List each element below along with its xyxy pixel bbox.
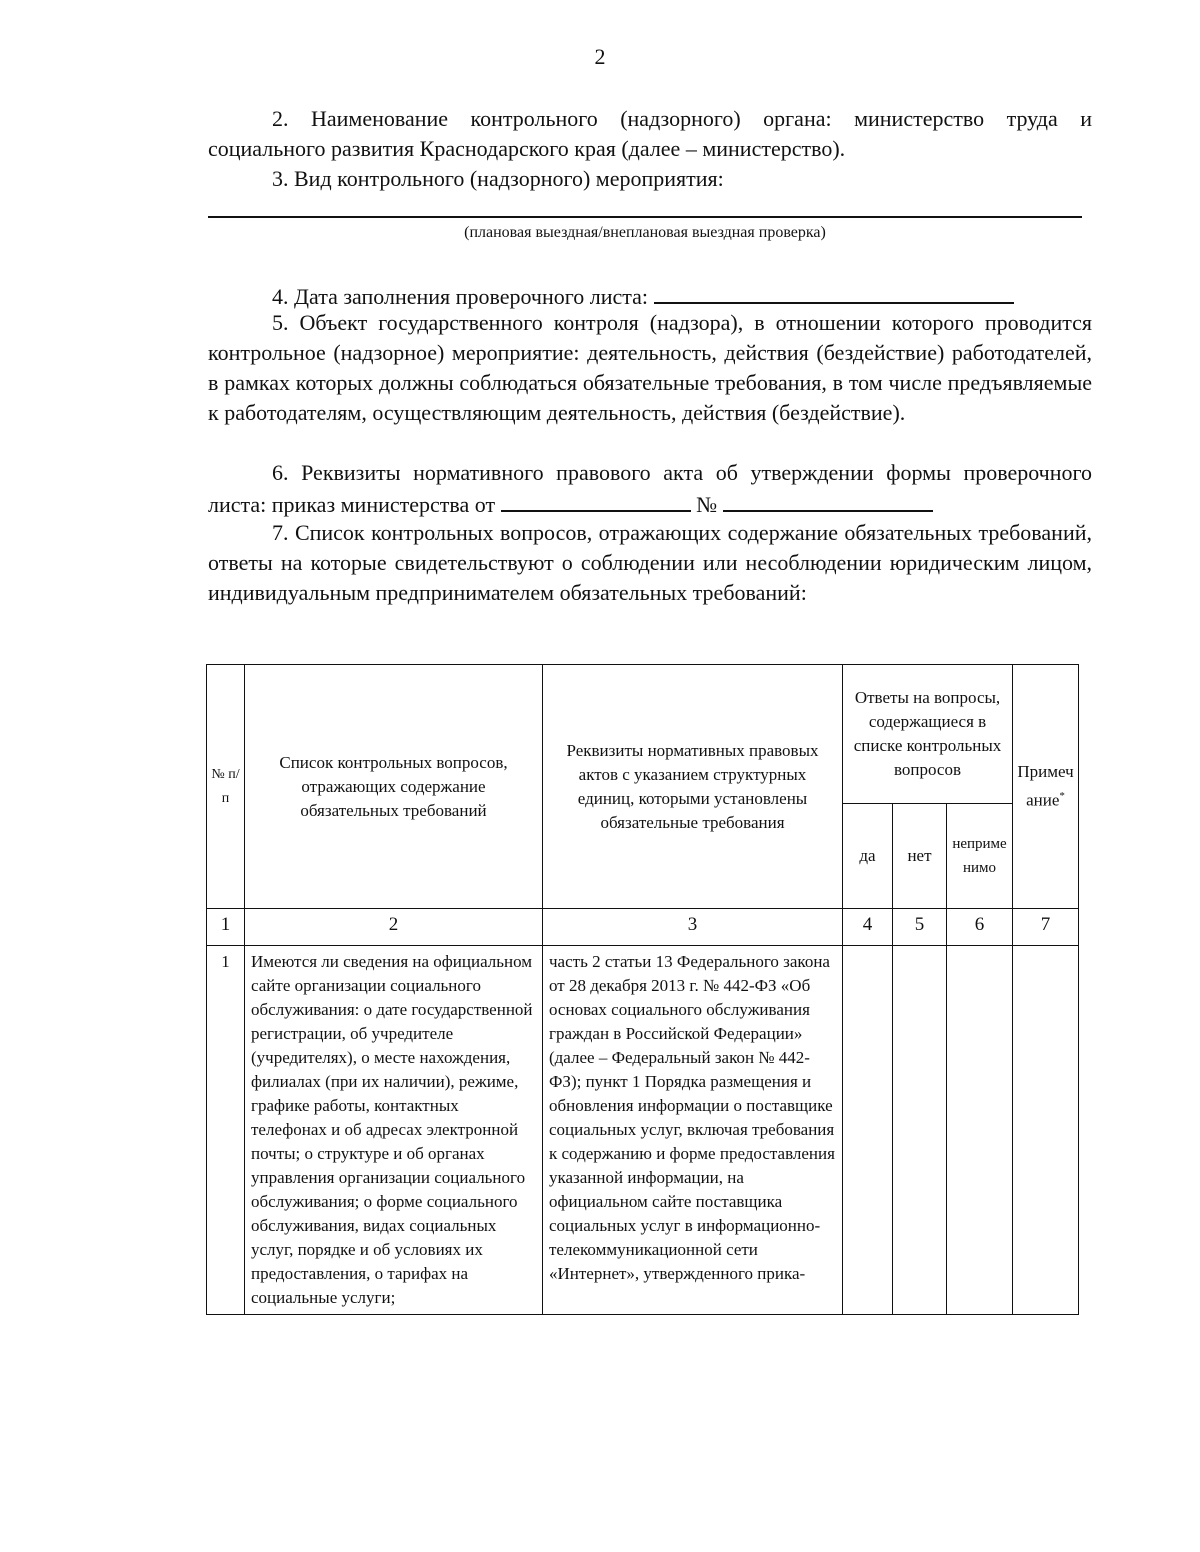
header-note-mark: * — [1059, 790, 1065, 803]
order-number-blank[interactable] — [723, 488, 933, 512]
header-note — [1013, 665, 1079, 909]
row-number: 1 — [207, 946, 245, 1315]
header-row — [207, 665, 1079, 804]
order-date-blank[interactable] — [501, 488, 691, 512]
answer-no-cell[interactable] — [893, 946, 947, 1315]
column-number-row — [207, 909, 1079, 946]
header-na: неприменимо — [947, 804, 1013, 909]
order-number-sign: № — [696, 492, 718, 517]
paragraph-3-text: 3. Вид контрольного (надзорного) мероприятия: — [272, 166, 724, 191]
column-number: 1 — [207, 909, 245, 946]
paragraph-3 — [208, 164, 1092, 194]
header-num: № п/п — [207, 665, 245, 909]
answer-na-cell[interactable] — [947, 946, 1013, 1315]
fill-date-blank[interactable] — [654, 280, 1014, 304]
paragraph-5-text: 5. Объект государственного контроля (надзора), в отношении которого проводится контрольное (надзорное) мероприятие: деятельность, действия (бездействие) работодателей, в рамках которых должны соблюдаться обязательные требования, в том числе предъявляемые к работодателям, осуществляющим деятельность, действия (бездействие). — [208, 310, 1092, 425]
paragraph-4-text: 4. Дата заполнения проверочного листа: — [272, 284, 648, 309]
paragraph-6 — [208, 458, 1092, 520]
column-number: 7 — [1013, 909, 1079, 946]
paragraph-7-text: 7. Список контрольных вопросов, отражающих содержание обязательных требований, ответы на которые свидетельствуют о соблюдении или несоблюдении юридическим лицом, индивидуальным предпринимателем обязательных требований: — [208, 520, 1092, 605]
paragraph-5 — [208, 308, 1092, 428]
header-note-label: Примечание — [1017, 762, 1074, 810]
header-questions: Список контрольных вопросов, отражающих содержание обязательных требований — [245, 665, 543, 909]
column-number: 5 — [893, 909, 947, 946]
question-cell: Имеются ли сведения на официальном сайте организации социального обслуживания: о дате государственной регистрации, об учредителе (учредителях), о месте нахождения, филиалах (при их наличии), режиме, графике работы, контактных телефонах и об адресах электронной почты; о структуре и об органах управления организации социального обслуживания; о форме социального обслуживания, видах социальных услуг, порядке и об условиях их предоставления, о тарифах на социальные услуги; — [245, 946, 543, 1315]
header-answers: Ответы на вопросы, содержащиеся в списке контрольных вопросов — [843, 665, 1013, 804]
column-number: 6 — [947, 909, 1013, 946]
header-no: нет — [893, 804, 947, 909]
header-requisites: Реквизиты нормативных правовых актов с указанием структурных единиц, которыми установлены обязательные требования — [543, 665, 843, 909]
checklist-table — [206, 664, 1079, 1315]
paragraph-2-text: 2. Наименование контрольного (надзорного) органа: министерство труда и социального развития Краснодарского края (далее – министерство). — [208, 106, 1092, 161]
table-row — [207, 946, 1079, 1315]
paragraph-2 — [208, 104, 1092, 164]
answer-yes-cell[interactable] — [843, 946, 893, 1315]
column-number: 2 — [245, 909, 543, 946]
inspection-type-caption: (плановая выездная/внеплановая выездная проверка) — [464, 224, 826, 241]
column-number: 4 — [843, 909, 893, 946]
requisites-cell: часть 2 статьи 13 Федерального закона от 28 декабря 2013 г. № 442-ФЗ «Об основах социального обслуживания граждан в Российской Федерации» (далее – Федеральный закон № 442-ФЗ); пункт 1 Порядка размещения и обновления информации о поставщике социальных услуг, включая требования к содержанию и форме предоставления указанной информации, на официальном сайте поставщика социальных услуг в информационно-телекоммуникационной сети «Интернет», утвержденного прика- — [543, 946, 843, 1315]
inspection-type-blank[interactable] — [208, 216, 1082, 218]
note-cell[interactable] — [1013, 946, 1079, 1315]
paragraph-6-text: 6. Реквизиты нормативного правового акта об утверждении формы проверочного листа: приказ министерства от — [208, 460, 1092, 517]
column-number: 3 — [543, 909, 843, 946]
page-number: 2 — [594, 44, 606, 69]
paragraph-7 — [208, 518, 1092, 608]
header-yes: да — [843, 804, 893, 909]
